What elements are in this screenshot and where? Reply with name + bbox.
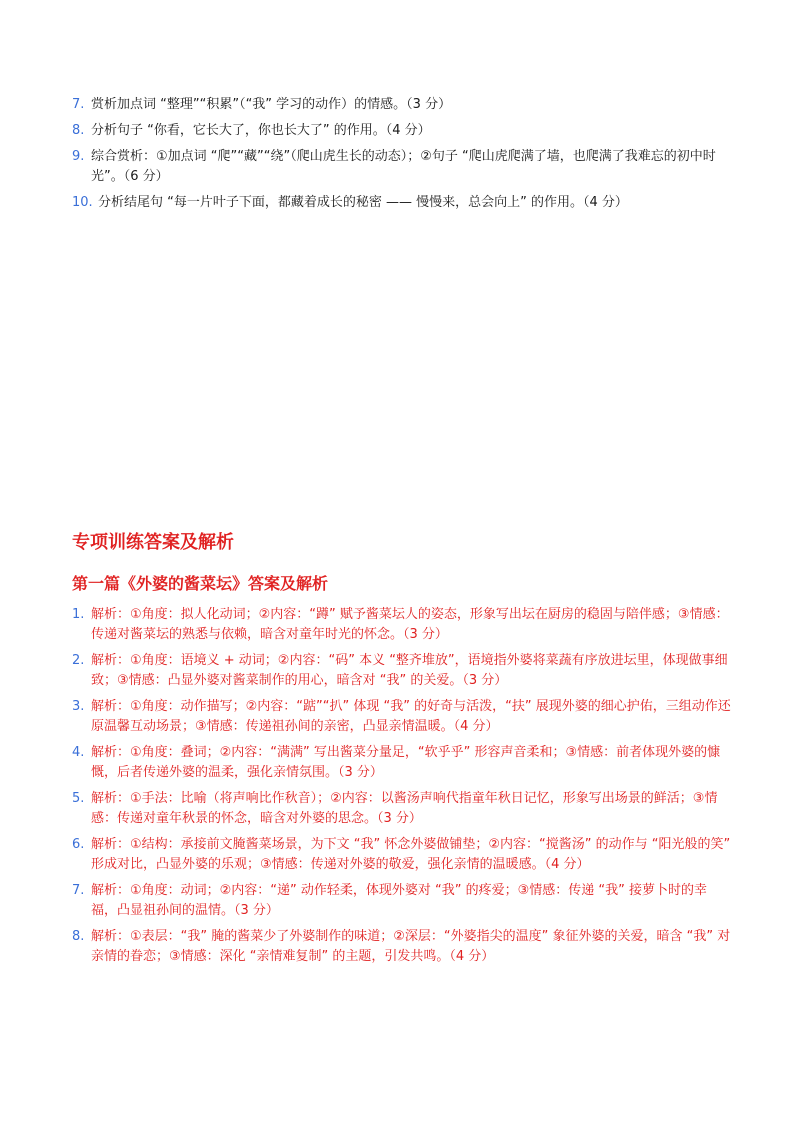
answer-text: 解析：①手法：比喻（将声响比作秋音）；②内容：以酱汤声响代指童年秋日记忆，形象写出场景的鲜活；③情感：传递对童年秋景的怀念，暗含对外婆的思念。（3 分） [91, 791, 718, 826]
answer-item [72, 697, 732, 737]
question-text: 赏析加点词 “整理”“积累”（“我” 学习的动作）的情感。（3 分） [91, 97, 452, 112]
question-item [72, 95, 732, 115]
answer-item [72, 605, 732, 645]
question-list [72, 95, 732, 219]
answer-item [72, 927, 732, 967]
question-text: 分析结尾句 “每一片叶子下面，都藏着成长的秘密 —— 慢慢来，总会向上” 的作用。（4 分） [98, 195, 628, 210]
question-text: 综合赏析：①加点词 “爬”“藏”“绕”（爬山虎生长的动态）；②句子 “爬山虎爬满了墙，也爬满了我难忘的初中时光”。（6 分） [91, 149, 716, 184]
question-number: 8. [72, 123, 85, 138]
question-item [72, 193, 732, 213]
answer-text: 解析：①角度：叠词；②内容：“满满” 写出酱菜分量足，“软乎乎” 形容声音柔和；③情感：前者体现外婆的慷慨，后者传递外婆的温柔，强化亲情氛围。（3 分） [91, 745, 721, 780]
answer-number: 6. [72, 837, 85, 852]
section-title: 专项训练答案及解析 [72, 532, 234, 553]
answer-item [72, 835, 732, 875]
answer-number: 4. [72, 745, 85, 760]
answer-text: 解析：①角度：动作描写；②内容：“踮”“扒” 体现 “我” 的好奇与活泼，“扶” 展现外婆的细心护佑，三组动作还原温馨互动场景；③情感：传递祖孙间的亲密，凸显亲情温暖。（4 分） [91, 699, 731, 734]
answer-number: 1. [72, 607, 85, 622]
question-number: 7. [72, 97, 85, 112]
subsection-title: 第一篇《外婆的酱菜坛》答案及解析 [72, 574, 329, 593]
answer-text: 解析：①角度：动词；②内容：“递” 动作轻柔，体现外婆对 “我” 的疼爱；③情感：传递 “我” 接萝卜时的幸福，凸显祖孙间的温情。（3 分） [91, 883, 708, 918]
answer-text: 解析：①表层：“我” 腌的酱菜少了外婆制作的味道；②深层：“外婆指尖的温度” 象征外婆的关爱，暗含 “我” 对亲情的眷恋；③情感：深化 “亲情难复制” 的主题，引发共鸣。（4 分） [91, 929, 731, 964]
answer-number: 2. [72, 653, 85, 668]
answer-number: 7. [72, 883, 85, 898]
question-item [72, 121, 732, 141]
question-item [72, 147, 732, 187]
answer-item [72, 651, 732, 691]
question-number: 9. [72, 149, 85, 164]
answer-text: 解析：①角度：语境义 + 动词；②内容：“码” 本义 “整齐堆放”，语境指外婆将菜蔬有序放进坛里，体现做事细致；③情感：凸显外婆对酱菜制作的用心，暗含对 “我” 的关爱。（3 分） [91, 653, 728, 688]
answer-number: 8. [72, 929, 85, 944]
answer-item [72, 743, 732, 783]
answer-item [72, 789, 732, 829]
question-number: 10. [72, 195, 93, 210]
answer-number: 5. [72, 791, 85, 806]
answer-item [72, 881, 732, 921]
answer-number: 3. [72, 699, 85, 714]
question-text: 分析句子 “你看，它长大了，你也长大了” 的作用。（4 分） [91, 123, 431, 138]
answer-list [72, 605, 732, 973]
answer-text: 解析：①角度：拟人化动词；②内容：“蹲” 赋予酱菜坛人的姿态，形象写出坛在厨房的稳固与陪伴感；③情感：传递对酱菜坛的熟悉与依赖，暗含对童年时光的怀念。（3 分） [91, 607, 729, 642]
answer-text: 解析：①结构：承接前文腌酱菜场景，为下文 “我” 怀念外婆做铺垫；②内容：“搅酱汤” 的动作与 “阳光般的笑” 形成对比，凸显外婆的乐观；③情感：传递对外婆的敬爱，强化亲情的温暖感。（4 分） [91, 837, 731, 872]
